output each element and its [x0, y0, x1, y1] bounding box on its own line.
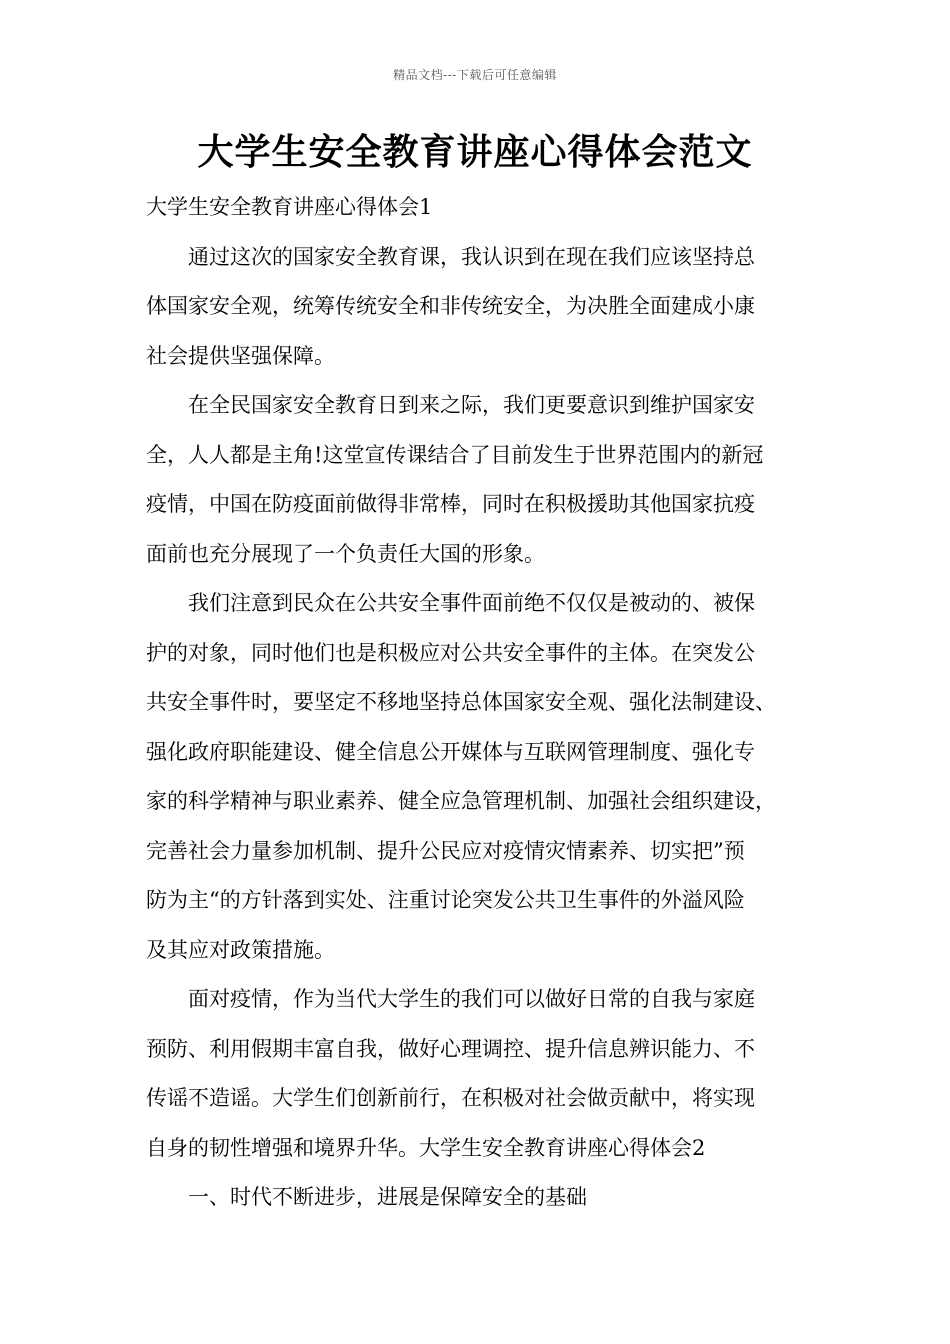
body-line: 完善社会力量参加机制、提升公民应对疫情灾情素养、切实把”预 [146, 838, 745, 863]
body-line: 面前也充分展现了一个负责任大国的形象。 [146, 541, 545, 566]
body-line: 防为主“的方针落到实处、注重讨论突发公共卫生事件的外溢风险 [146, 888, 745, 912]
body-line: 传谣不造谣。大学生们创新前行，在积极对社会做贡献中，将实现 [146, 1086, 755, 1110]
body-line: 共安全事件时，要坚定不移地坚持总体国家安全观、强化法制建设、 [146, 690, 776, 714]
body-line: 面对疫情，作为当代大学生的我们可以做好日常的自我与家庭 [146, 987, 755, 1011]
document-title: 大学生安全教育讲座心得体会范文 [197, 131, 753, 173]
section-heading-1: 大学生安全教育讲座心得体会1 [146, 195, 433, 219]
body-line: 护的对象，同时他们也是积极应对公共安全事件的主体。在突发公 [146, 640, 755, 665]
body-line: 在全民国家安全教育日到来之际，我们更要意识到维护国家安 [146, 393, 755, 417]
body-line: 全，人人都是主角!这堂宣传课结合了目前发生于世界范围内的新冠 [146, 442, 764, 467]
body-line: 及其应对政策措施。 [146, 937, 335, 962]
body-line: 预防、利用假期丰富自我，做好心理调控、提升信息辨识能力、不 [146, 1036, 755, 1061]
body-line: 一、时代不断进步，进展是保障安全的基础 [146, 1185, 587, 1209]
body-line: 自身的韧性增强和境界升华。大学生安全教育讲座心得体会2 [146, 1135, 706, 1160]
body-line: 家的科学精神与职业素养、健全应急管理机制、加强社会组织建设， [146, 789, 776, 813]
body-line: 疫情，中国在防疫面前做得非常棒，同时在积极援助其他国家抗疫 [146, 492, 755, 516]
body-line: 通过这次的国家安全教育课，我认识到在现在我们应该坚持总 [146, 244, 755, 269]
document-body [146, 183, 826, 1223]
body-line: 强化政府职能建设、健全信息公开媒体与互联网管理制度、强化专 [146, 739, 755, 764]
body-line: 我们注意到民众在公共安全事件面前绝不仅仅是被动的、被保 [146, 591, 755, 615]
header-note: 精品文档---下载后可任意编辑 [393, 68, 557, 82]
body-line: 社会提供坚强保障。 [146, 343, 335, 368]
body-line: 体国家安全观，统筹传统安全和非传统安全，为决胜全面建成小康 [146, 294, 755, 318]
